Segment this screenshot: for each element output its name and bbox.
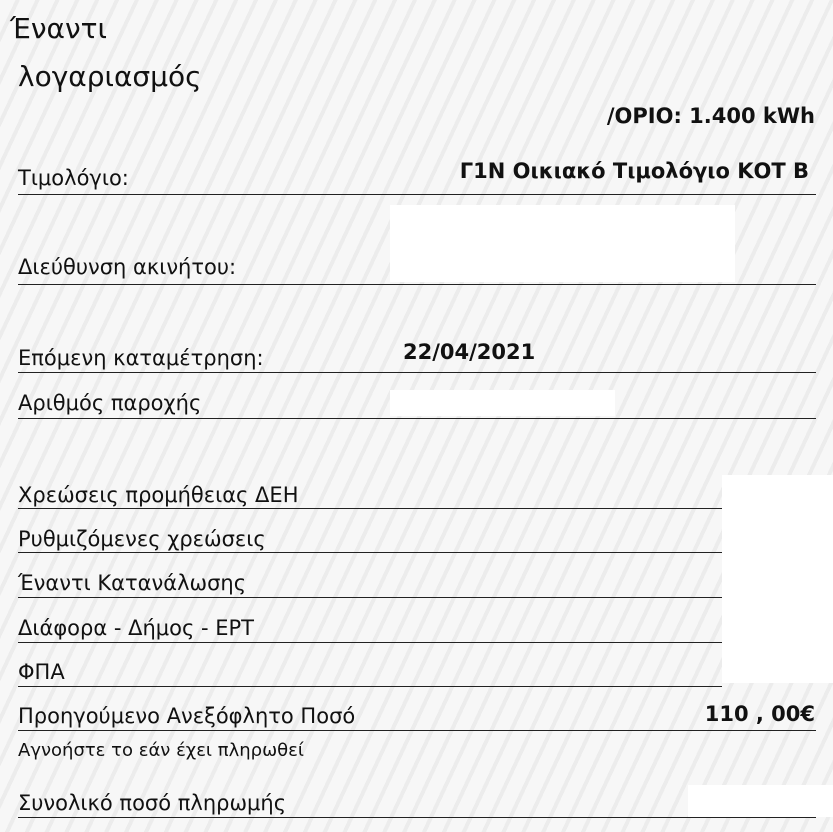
redacted-charge-amounts	[722, 475, 833, 683]
supply-charges-underline	[18, 508, 722, 509]
consumption-limit: /ΟΡΙΟ: 1.400 kWh	[606, 104, 815, 128]
previous-unpaid-label: Προηγούμενο Ανεξόφλητο Ποσό	[18, 704, 356, 728]
title-line-2: λογαριασμός	[18, 60, 202, 93]
supply-number-label: Αριθμός παροχής	[18, 391, 202, 415]
consumption-label: Έναντι Κατανάλωσης	[18, 571, 247, 595]
previous-unpaid-underline	[18, 730, 816, 731]
misc-label: Διάφορα - Δήμος - ΕΡΤ	[18, 616, 255, 640]
consumption-underline	[18, 597, 722, 598]
previous-unpaid-value: 110 , 00€	[704, 702, 815, 726]
tariff-label: Τιμολόγιο:	[18, 166, 129, 190]
redacted-supply-number	[390, 390, 615, 416]
next-reading-label: Επόμενη καταμέτρηση:	[18, 346, 264, 370]
supply-number-underline	[18, 418, 816, 419]
title-line-1: Έναντι	[10, 12, 107, 45]
vat-label: ΦΠΑ	[18, 660, 65, 684]
regulated-charges-label: Ρυθμιζόμενες χρεώσεις	[18, 527, 266, 551]
regulated-charges-underline	[18, 552, 722, 553]
tariff-value: Γ1Ν Οικιακό Τιμολόγιο ΚΟΤ Β	[459, 159, 809, 183]
next-reading-underline	[18, 372, 816, 373]
address-underline	[18, 284, 816, 285]
total-label: Συνολικό ποσό πληρωμής	[18, 791, 287, 815]
vat-underline	[18, 686, 722, 687]
misc-underline	[18, 642, 722, 643]
tariff-underline	[18, 194, 816, 195]
total-underline	[18, 817, 816, 818]
redacted-total	[688, 785, 833, 817]
ignore-if-paid-note: Αγνοήστε το εάν έχει πληρωθεί	[18, 740, 304, 761]
next-reading-value: 22/04/2021	[403, 340, 536, 364]
supply-charges-label: Χρεώσεις προμήθειας ΔΕΗ	[18, 483, 299, 507]
redacted-address	[390, 205, 735, 282]
address-label: Διεύθυνση ακινήτου:	[18, 255, 237, 279]
